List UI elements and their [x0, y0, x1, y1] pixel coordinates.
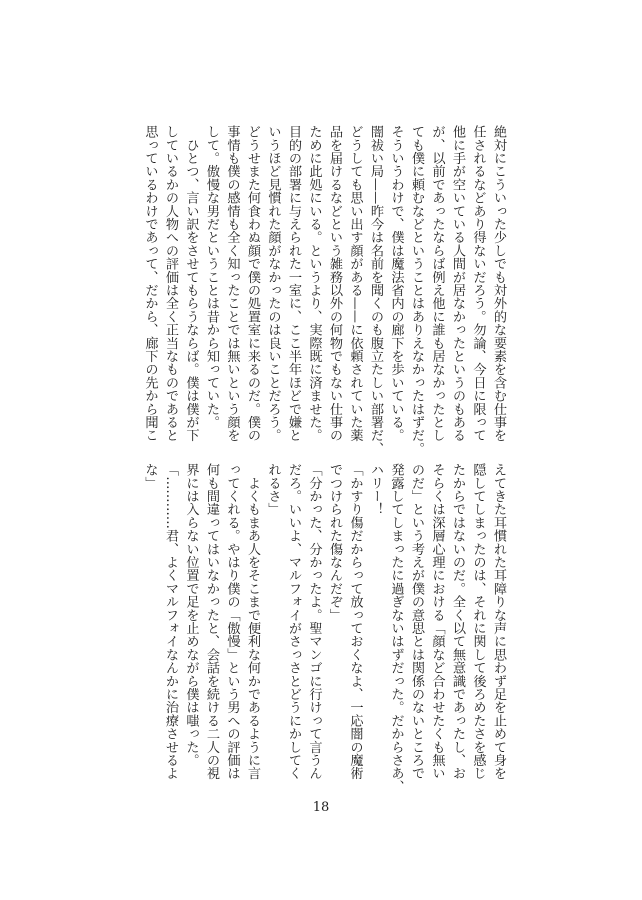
text-line: ために此処にいる。というより、実際既に済ませた。: [306, 125, 322, 442]
text-line: な」: [142, 463, 158, 490]
text-line: だろ。いいよ、マルフォイがさっさとどうにかしてく: [286, 463, 301, 780]
text-line: れるさ」: [265, 463, 281, 516]
text-line: 「分かった、分かったよ。聖マンゴに行けって言うん: [306, 463, 322, 780]
text-line: 何も間違ってはいなかったと、会話を続ける二人の視: [204, 463, 219, 780]
text-line: 品を届けるなどという雑務以外の何物でもない仕事の: [327, 125, 342, 442]
text-line: 任されるなどあり得ないだろう。勿論、今日に限って: [470, 125, 486, 442]
text-line: いうほど見慣れた顔がなかったのは良いことだろう。: [265, 125, 281, 442]
text-line: のだ」という考えが僕の意思とは関係のないところで: [409, 463, 424, 780]
text-line: が、以前であったならば例え他に誰も居なかったとし: [429, 125, 445, 442]
upper-text-block: [139, 125, 508, 455]
text-line: ハリー！: [368, 463, 383, 516]
text-line: 「…………君、よくマルフォイなんかに治療させるよ: [163, 463, 178, 780]
text-line: そらくは深層心理における「顔など合わせたくも無い: [429, 463, 445, 780]
text-line: ってくれる。やはり僕の「傲慢」という男への評価は: [224, 463, 240, 780]
text-line: でつけられた傷なんだぞ」: [327, 463, 342, 622]
text-line: 目的の部署に与えられた一室に、ここ半年ほどで嫌と: [286, 125, 301, 442]
text-line: たからではないのだ。全く以て無意識であったし、お: [450, 463, 465, 780]
text-line: して。傲慢な男だということは昔から知っていた。: [204, 125, 219, 429]
text-line: 他に手が空いている人間が居なかったというのもある: [450, 125, 465, 442]
text-line: 発露してしまったに過ぎないはずだった。だからさあ、: [388, 463, 404, 793]
text-line: えてきた耳慣れた耳障りな声に思わず足を止めて身を: [491, 463, 506, 780]
text-line: 絶対にこういった少しでも対外的な要素を含む仕事を: [491, 125, 506, 442]
text-line: 思っているわけであって、だから、廊下の先から聞こ: [142, 125, 158, 442]
lower-text-block: [139, 463, 508, 793]
text-line: 界には入らない位置で足を止めながら僕は嗤った。: [183, 463, 199, 767]
text-line: よくもまあ人をそこまで便利な何かであるように言: [245, 463, 260, 780]
text-line: しているかの人物への評価は全く正当なものであると: [163, 125, 178, 442]
page-number: 18: [312, 800, 330, 815]
text-line: ても僕に頼むなどということはありえなかったはずだ。: [409, 125, 424, 455]
text-line: 事情も僕の感情も全く知ったことでは無いという顔を: [224, 125, 240, 442]
text-line: どうしても思い出す顔がある——に依頼されていた薬: [347, 125, 363, 442]
text-line: 隠してしまったのは、それに関して後ろめたさを感じ: [470, 463, 486, 780]
text-line: 「かすり傷だからって放っておくなよ、一応闇の魔術: [347, 463, 363, 780]
text-line: 闇祓い局——昨今は名前を聞くのも腹立たしい部署だ、: [368, 125, 383, 455]
text-line: そういうわけで、僕は魔法省内の廊下を歩いている。: [388, 125, 404, 442]
text-line: どうせまた何食わぬ顔で僕の処置室に来るのだ。僕の: [245, 125, 260, 442]
text-line: ひとつ、言い訳をさせてもらうならば。僕は僕が下: [183, 125, 199, 442]
